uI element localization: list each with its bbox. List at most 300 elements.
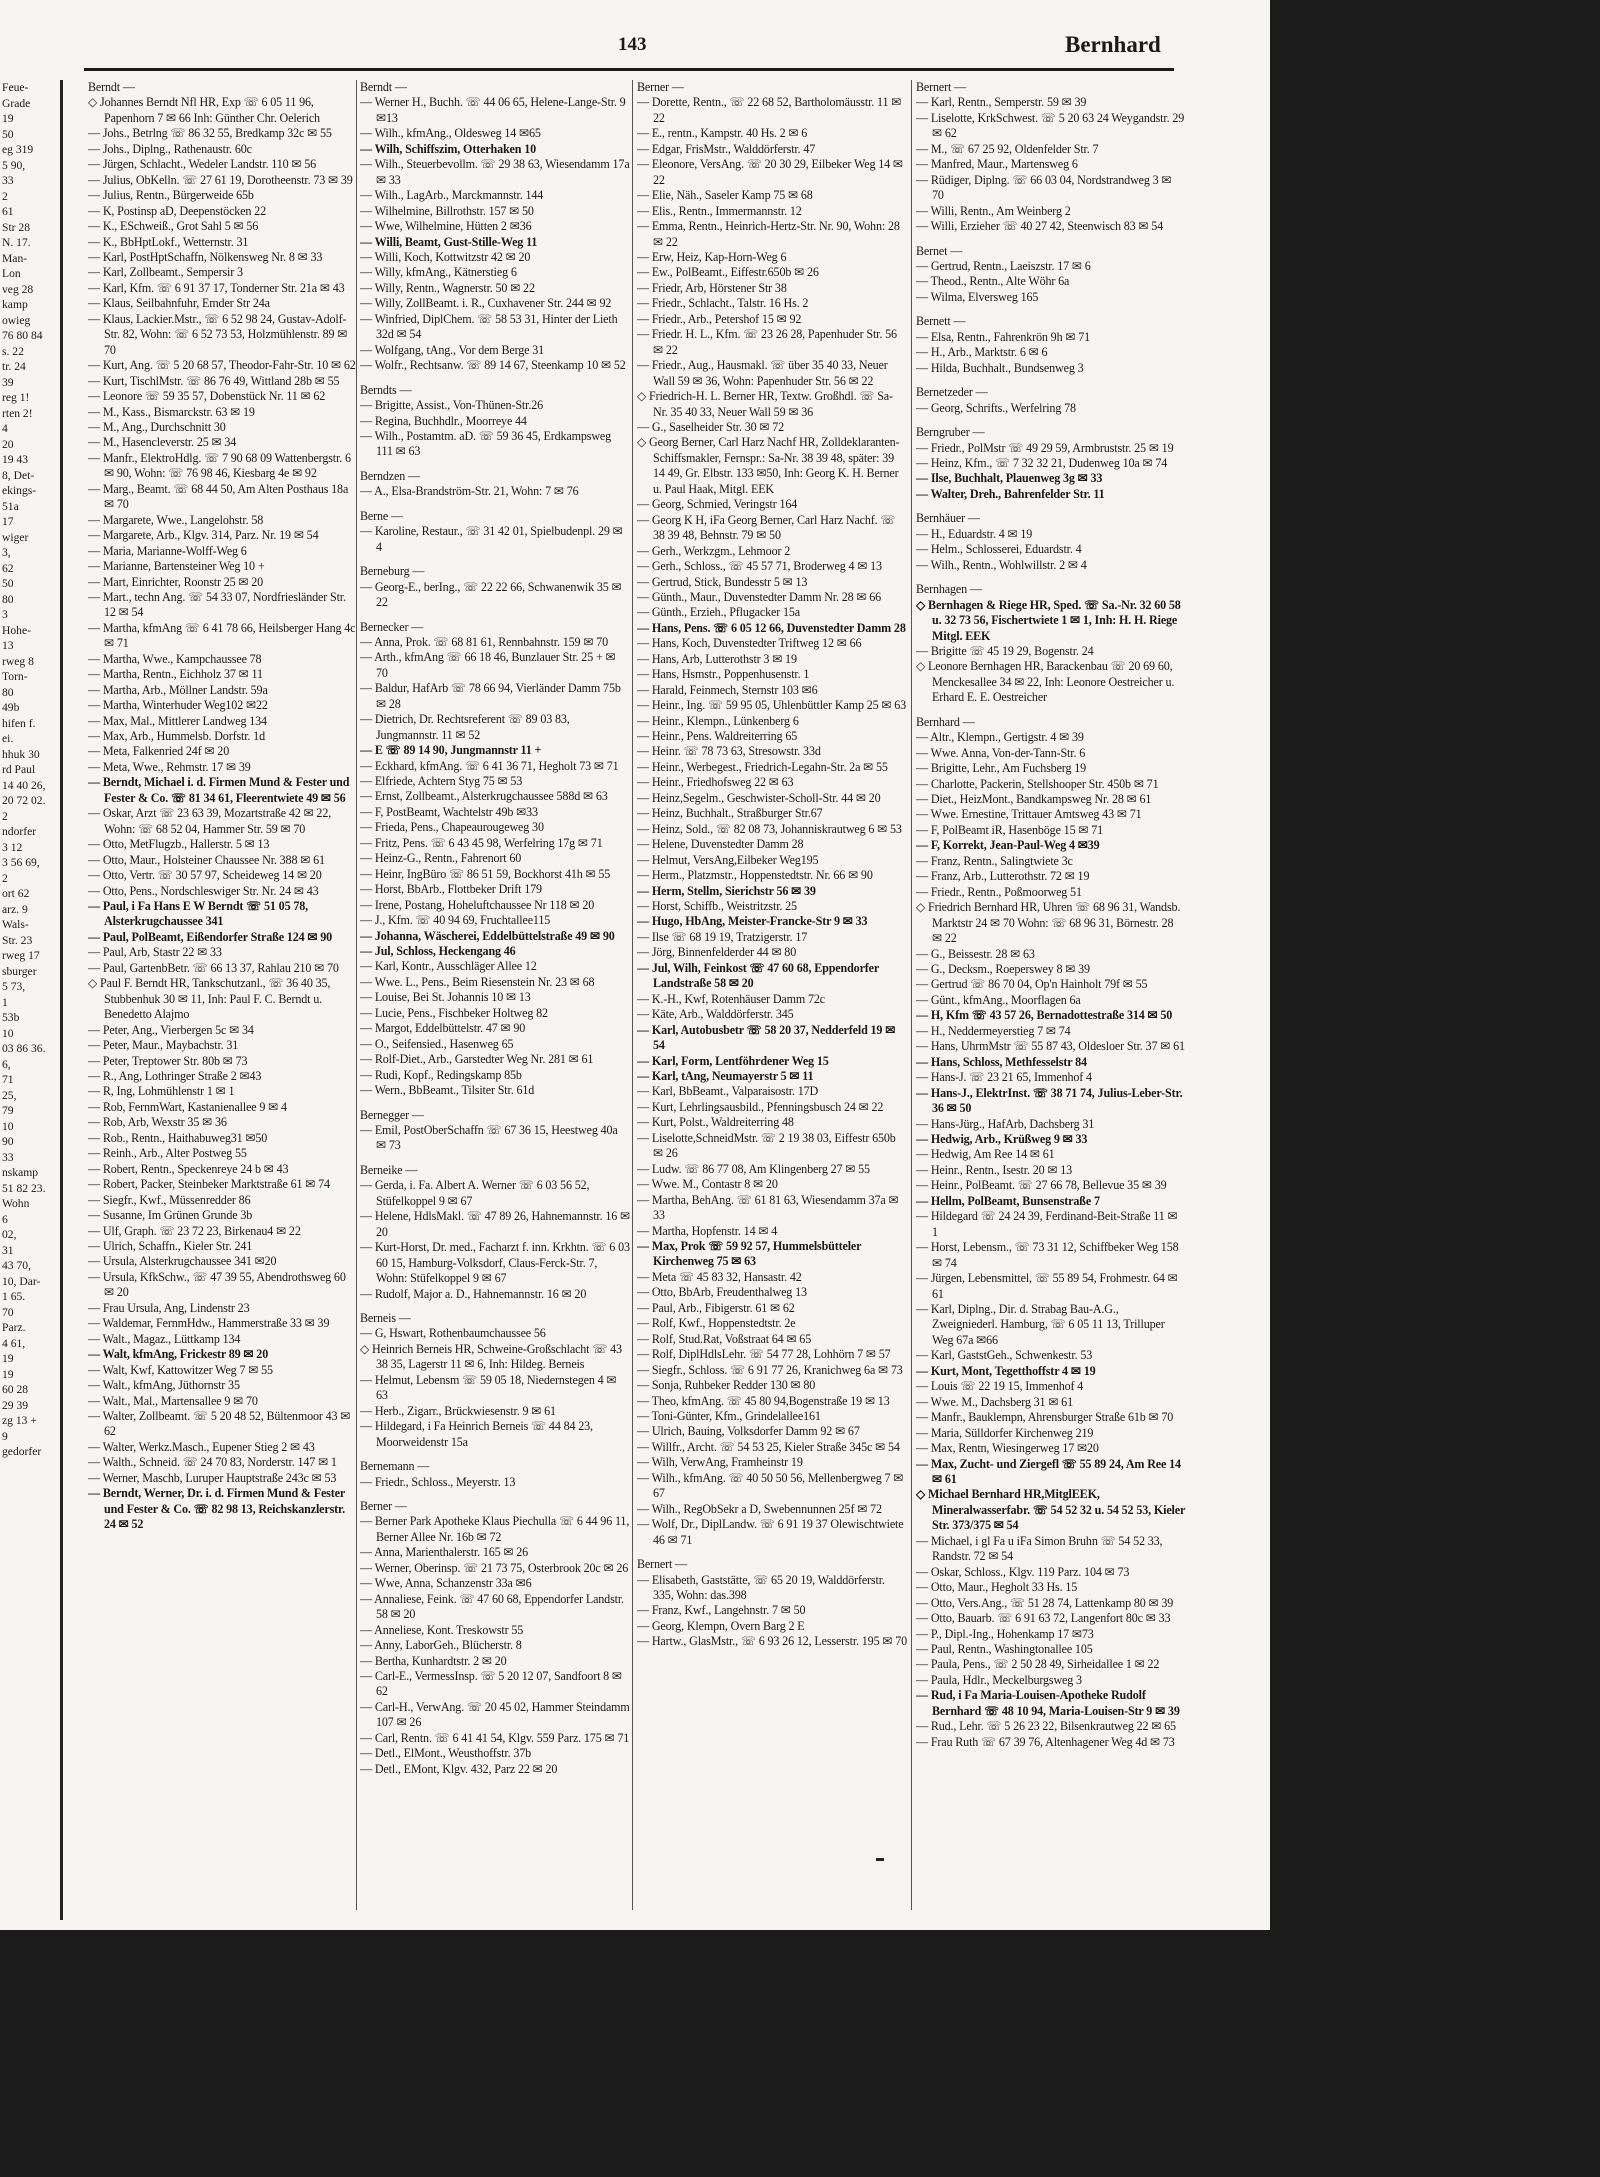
gutter-fragment: 4 61, bbox=[2, 1336, 26, 1350]
directory-entry: — Max, Mal., Mittlerer Landweg 134 bbox=[88, 713, 267, 728]
section-gap bbox=[360, 611, 630, 620]
directory-entry: — K.-H., Kwf, Rotenhäuser Damm 72c bbox=[637, 991, 826, 1006]
directory-entry: — Altr., Klempn., Gertigstr. 4 ✉ 39 bbox=[916, 730, 1084, 745]
directory-entry: — Willi, Beamt, Gust-Stille-Weg 11 bbox=[360, 234, 538, 249]
directory-entry: — Oskar, Schloss., Klgv. 119 Parz. 104 ✉ 73 bbox=[916, 1564, 1130, 1579]
directory-entry: — Martha, Hopfenstr. 14 ✉ 4 bbox=[637, 1223, 778, 1238]
directory-entry: — Jürgen, Schlacht., Wedeler Landstr. 110 ✉ 56 bbox=[88, 157, 317, 172]
directory-entry: — Anny, LaborGeh., Blücherstr. 8 bbox=[360, 1638, 522, 1653]
directory-entry: — Michael, i gl Fa u iFa Simon Bruhn ☏ 54 52 33, Randstr. 72 ✉ 54 bbox=[916, 1533, 1163, 1564]
directory-entry: — Gertrud, Stick, Bundesstr 5 ✉ 13 bbox=[637, 574, 808, 589]
directory-entry: — Franz, Kwf., Langehnstr. 7 ✉ 50 bbox=[637, 1603, 806, 1618]
directory-entry: — Klaus, Lackier.Mstr., ☏ 6 52 98 24, Gustav-Adolf-Str. 82, Wohn: ☏ 6 52 73 53, Holzmühlenstr. 89 ✉ 70 bbox=[88, 311, 348, 357]
directory-entry: — Erw, Heiz, Kap-Horn-Weg 6 bbox=[637, 249, 787, 264]
gutter-fragment: 51 82 23. bbox=[2, 1181, 46, 1195]
directory-entry: — Paul, PolBeamt, Eißendorfer Straße 124 ✉ 90 bbox=[88, 929, 333, 944]
directory-entry: — Wolfr., Rechtsanw. ☏ 89 14 67, Steenkamp 10 ✉ 52 bbox=[360, 358, 626, 373]
directory-entry: — Horst, Lebensm., ☏ 73 31 12, Schiffbeker Weg 158 ✉ 74 bbox=[916, 1240, 1179, 1270]
directory-entry: — Rolf, Stud.Rat, Voßstraat 64 ✉ 65 bbox=[637, 1331, 812, 1346]
directory-entry: — Oskar, Arzt ☏ 23 63 39, Mozartstraße 42 ✉ 22, Wohn: ☏ 68 52 04, Hammer Str. 59 ✉ 70 bbox=[88, 806, 332, 836]
section-gap bbox=[360, 500, 630, 509]
directory-entry: — Rudi, Kopf., Redingskamp 85b bbox=[360, 1067, 522, 1082]
directory-entry: — Anna, Marienthalerstr. 165 ✉ 26 bbox=[360, 1545, 529, 1560]
gutter-fragment: 13 bbox=[2, 639, 14, 652]
directory-entry: — Berndt, Michael i. d. Firmen Mund & Fester und Fester & Co. ☏ 81 34 61, Fleerentwiete 49 ✉ 56 bbox=[88, 775, 350, 805]
gutter-fragment: 4 bbox=[2, 422, 8, 435]
directory-entry: ◇ Paul F. Berndt HR, Tankschutzanl., ☏ 36 40 35, Stubbenhuk 30 ✉ 11, Inh: Paul F. C. Berndt u. Benedetto Alajmo bbox=[88, 976, 331, 1022]
directory-entry: — Meta, Wwe., Rehmstr. 17 ✉ 39 bbox=[88, 759, 251, 774]
directory-entry: — Elsa, Rentn., Fahrenkrön 9h ✉ 71 bbox=[916, 329, 1090, 344]
gutter-fragment: 19 bbox=[2, 112, 14, 125]
gutter-fragment: 90 bbox=[2, 1135, 14, 1148]
directory-entry: — Karl, Kontr., Ausschläger Allee 12 bbox=[360, 959, 537, 974]
gutter-fragment: 3 56 69, bbox=[2, 856, 40, 869]
directory-entry: — Martha, Rentn., Eichholz 37 ✉ 11 bbox=[88, 667, 263, 682]
directory-entry: — Rolf, Kwf., Hoppenstedtstr. 2e bbox=[637, 1316, 796, 1331]
directory-entry: — E., rentn., Kampstr. 40 Hs. 2 ✉ 6 bbox=[637, 126, 808, 141]
directory-entry: — M., Kass., Bismarckstr. 63 ✉ 19 bbox=[88, 404, 255, 419]
directory-entry: — Manfr., ElektroHdlg. ☏ 7 90 68 09 Wattenbergstr. 6 ✉ 90, Wohn: ☏ 76 98 46, Kiesbarg 4e ✉ 92 bbox=[88, 450, 351, 481]
gutter-fragment: 43 70, bbox=[2, 1259, 31, 1272]
surname-heading: Bernhard — bbox=[916, 714, 975, 729]
directory-entry: — K, Postinsp aD, Deepenstöcken 22 bbox=[88, 203, 266, 218]
directory-entry: — Friedr., Aug., Hausmakl. ☏ über 35 40 33, Neuer Wall 59 ✉ 36, Wohn: Papenhuder Str. 56 ✉ 22 bbox=[637, 358, 888, 388]
directory-entry: — Willy, kfmAng., Kätnerstieg 6 bbox=[360, 265, 517, 280]
directory-entry: — Brigitte, Assist., Von-Thünen-Str.26 bbox=[360, 398, 543, 413]
directory-entry: — Julius, ObKelln. ☏ 27 61 19, Dorotheenstr. 73 ✉ 39 bbox=[88, 172, 353, 187]
directory-entry: — Carl-H., VerwAng. ☏ 20 45 02, Hammer Steindamm 107 ✉ 26 bbox=[360, 1699, 630, 1730]
surname-heading: Bernecker — bbox=[360, 619, 424, 634]
directory-entry: — Frau Ursula, Ang, Lindenstr 23 bbox=[88, 1300, 250, 1315]
directory-entry: — Meta, Falkenried 24f ✉ 20 bbox=[88, 744, 230, 759]
surname-heading: Bernemann — bbox=[360, 1459, 430, 1474]
directory-entry: — Horst, BbArb., Flottbeker Drift 179 bbox=[360, 882, 542, 897]
gutter-fragment: hifen f. bbox=[2, 716, 36, 730]
gutter-fragment: 20 72 02. bbox=[2, 794, 46, 807]
gutter-fragment: owieg bbox=[2, 313, 31, 327]
directory-entry: — Käte, Arb., Walddörferstr. 345 bbox=[637, 1007, 794, 1022]
directory-entry: — Elis., Rentn., Immermannstr. 12 bbox=[637, 203, 802, 218]
directory-entry: — Otto, Vers.Ang., ☏ 51 28 74, Lattenkamp 80 ✉ 39 bbox=[916, 1595, 1174, 1610]
directory-entry: — Sonja, Ruhbeker Redder 130 ✉ 80 bbox=[637, 1378, 816, 1393]
directory-entry: — Horst, Schiffb., Weistritzstr. 25 bbox=[637, 899, 797, 914]
gutter-fragment: 6, bbox=[2, 1057, 11, 1071]
page-number: 143 bbox=[618, 34, 647, 55]
directory-entry: — Heinz, Sold., ☏ 82 08 73, Johanniskrautweg 6 ✉ 53 bbox=[637, 821, 902, 836]
directory-entry: — Gertrud, Rentn., Laeiszstr. 17 ✉ 6 bbox=[916, 258, 1091, 273]
directory-entry: — Gerda, i. Fa. Albert A. Werner ☏ 6 03 56 52, Stüfelkoppel 9 ✉ 67 bbox=[360, 1178, 590, 1208]
directory-entry: — Wwe, Anna, Schanzenstr 33a ✉6 bbox=[360, 1576, 532, 1591]
directory-entry: — Baldur, HafArb ☏ 78 66 94, Vierländer Damm 75b ✉ 28 bbox=[360, 681, 621, 711]
directory-entry: — Dietrich, Dr. Rechtsreferent ☏ 89 03 83, Jungmannstr. 11 ✉ 52 bbox=[360, 712, 570, 742]
gutter-fragment: rweg 17 bbox=[2, 949, 40, 962]
directory-entry: ◇ Friedrich-H. L. Berner HR, Textw. Großhdl. ☏ Sa-Nr. 35 40 33, Neuer Wall 59 ✉ 36 bbox=[637, 389, 893, 419]
gutter-fragment: 33 bbox=[2, 1150, 14, 1164]
directory-entry: — Liselotte,SchneidMstr. ☏ 2 19 38 03, Eiffestr 650b ✉ 26 bbox=[637, 1130, 896, 1161]
surname-heading: Bernett — bbox=[916, 314, 966, 329]
directory-entry: — Georg, Klempn, Overn Barg 2 E bbox=[637, 1618, 805, 1633]
directory-entry: — Friedr., Rentn., Poßmoorweg 51 bbox=[916, 884, 1082, 899]
directory-entry: — Karl, tAng, Neumayerstr 5 ✉ 11 bbox=[637, 1069, 814, 1083]
gutter-fragment: 2 bbox=[2, 189, 8, 203]
gutter-fragment: 60 28 bbox=[2, 1383, 29, 1396]
gutter-fragment: 1 bbox=[2, 995, 8, 1009]
directory-entry: — Willy, ZollBeamt. i. R., Cuxhavener Str. 244 ✉ 92 bbox=[360, 296, 612, 311]
directory-entry: — Günth., Erzieh., Pflugacker 15a bbox=[637, 605, 800, 620]
directory-entry: — A., Elsa-Brandström-Str. 21, Wohn: 7 ✉ 76 bbox=[360, 484, 579, 499]
gutter-fragment: 50 bbox=[2, 577, 14, 590]
section-gap bbox=[916, 305, 1186, 314]
surname-heading: Bernhäuer — bbox=[916, 511, 980, 526]
directory-entry: — Otto, Maur., Holsteiner Chaussee Nr. 388 ✉ 61 bbox=[88, 852, 325, 867]
directory-entry: — Johs., Diplng., Rathenaustr. 60c bbox=[88, 141, 252, 156]
directory-entry: — Emma, Rentn., Heinrich-Hertz-Str. Nr. 90, Wohn: 28 ✉ 22 bbox=[637, 219, 900, 249]
directory-entry: — Hellm, PolBeamt, Bunsenstraße 7 bbox=[916, 1193, 1100, 1208]
directory-entry: — Heinz, Kfm., ☏ 7 32 32 21, Dudenweg 10a ✉ 74 bbox=[916, 455, 1168, 470]
directory-entry: — Martha, Winterhuder Weg102 ✉22 bbox=[88, 698, 268, 713]
gutter-fragment: kamp bbox=[2, 298, 28, 311]
directory-entry: — Paula, Pens., ☏ 2 50 28 49, Sirheidallee 1 ✉ 22 bbox=[916, 1657, 1160, 1672]
directory-entry: — Walt., Magaz., Lüttkamp 134 bbox=[88, 1331, 241, 1346]
directory-entry: — Walter, Werkz.Masch., Eupener Stieg 2 ✉ 43 bbox=[88, 1439, 315, 1454]
directory-entry: — Hans, Pens. ☏ 6 05 12 66, Duvenstedter Damm 28 bbox=[637, 620, 906, 635]
directory-entry: — Martha, BehAng. ☏ 61 81 63, Wiesendamm 37a ✉ 33 bbox=[637, 1192, 899, 1223]
directory-entry: — Elie, Näh., Saseler Kamp 75 ✉ 68 bbox=[637, 188, 813, 203]
directory-entry: ◇ Friedrich Bernhard HR, Uhren ☏ 68 96 31, Wandsb. Marktstr 24 ✉ 70 Wohn: ☏ 68 96 31, Börnestr. 28 ✉ 22 bbox=[916, 900, 1181, 946]
directory-entry: — Heinr., PolBeamt. ☏ 27 66 78, Bellevue 35 ✉ 39 bbox=[916, 1178, 1167, 1193]
gutter-fragment: 71 bbox=[2, 1073, 14, 1086]
directory-entry: — Emil, PostOberSchaffn ☏ 67 36 15, Heestweg 40a ✉ 73 bbox=[360, 1123, 618, 1153]
directory-entry: — Rob, FernmWart, Kastanienallee 9 ✉ 4 bbox=[88, 1099, 287, 1114]
directory-entry: — R., Ang, Lothringer Straße 2 ✉43 bbox=[88, 1069, 262, 1083]
directory-entry: — Walter, Dreh., Bahrenfelder Str. 11 bbox=[916, 486, 1105, 501]
directory-entry: — Ursula, KfkSchw., ☏ 47 39 55, Abendrothsweg 60 ✉ 20 bbox=[88, 1269, 346, 1300]
directory-entry: — Ulrich, Bauing, Volksdorfer Damm 92 ✉ 67 bbox=[637, 1424, 860, 1439]
directory-entry: ◇ Heinrich Berneis HR, Schweine-Großschlacht ☏ 43 38 35, Lagerstr 11 ✉ 6, Inh: Hildeg. Berneis bbox=[360, 1341, 622, 1372]
directory-entry: — Heinr., Ing. ☏ 59 95 05, Uhlenbüttler Kamp 25 ✉ 63 bbox=[637, 698, 907, 713]
directory-entry: — Wwe. M., Dachsberg 31 ✉ 61 bbox=[916, 1394, 1073, 1409]
directory-entry: — Mart, Einrichter, Roonstr 25 ✉ 20 bbox=[88, 574, 264, 589]
gutter-fragment: Wals- bbox=[2, 918, 29, 931]
surname-heading: Bernegger — bbox=[360, 1107, 424, 1122]
directory-entry: — Louis ☏ 22 19 15, Immenhof 4 bbox=[916, 1379, 1084, 1394]
gutter-fragment: Man- bbox=[2, 251, 28, 265]
directory-entry: — Wwe. Anna, Von-der-Tann-Str. 6 bbox=[916, 745, 1086, 760]
directory-entry: — E ☏ 89 14 90, Jungmannstr 11 + bbox=[360, 743, 542, 758]
directory-entry: — Hildegard ☏ 24 24 39, Ferdinand-Beit-Straße 11 ✉ 1 bbox=[916, 1209, 1178, 1239]
directory-entry: — Marianne, Bartensteiner Weg 10 + bbox=[88, 559, 265, 574]
directory-column-3 bbox=[637, 80, 907, 1920]
running-head: Bernhard bbox=[1065, 32, 1161, 57]
directory-entry: — Wilh, VerwAng, Framheinstr 19 bbox=[637, 1455, 803, 1470]
directory-entry: — Max, Prok ☏ 59 92 57, Hummelsbütteler Kirchenweg 75 ✉ 63 bbox=[637, 1238, 862, 1269]
directory-entry: — Heinr., Pens. Waldreiterring 65 bbox=[637, 729, 798, 744]
directory-entry: ◇ Leonore Bernhagen HR, Barackenbau ☏ 20 69 60, Menckesallee 34 ✉ 22, Inh: Leonore Oestreicher u. Erhard E. E. Oestreicher bbox=[916, 659, 1175, 705]
directory-entry: — Harald, Feinmech, Sternstr 103 ✉6 bbox=[637, 682, 818, 697]
directory-entry: — Ludw. ☏ 86 77 08, Am Klingenberg 27 ✉ 55 bbox=[637, 1161, 870, 1176]
directory-entry: — Louise, Bei St. Johannis 10 ✉ 13 bbox=[360, 990, 531, 1005]
surname-heading: Berner — bbox=[360, 1498, 407, 1513]
directory-entry: — Helene, Duvenstedter Damm 28 bbox=[637, 837, 804, 852]
directory-entry: — Hilda, Buchhalt., Bundsenweg 3 bbox=[916, 360, 1084, 375]
gutter-fragment: 2 bbox=[2, 871, 8, 885]
directory-entry: — Werner, Maschb, Luruper Hauptstraße 243c ✉ 53 bbox=[88, 1470, 337, 1485]
directory-entry: — Wern., BbBeamt., Tilsiter Str. 61d bbox=[360, 1083, 535, 1098]
directory-entry: — Rolf-Diet., Arb., Garstedter Weg Nr. 281 ✉ 61 bbox=[360, 1052, 594, 1067]
directory-entry: — Max, Arb., Hummelsb. Dorfstr. 1d bbox=[88, 729, 265, 744]
gutter-fragment: 5 73, bbox=[2, 980, 26, 993]
directory-entry: — Wilh., LagArb., Marckmannstr. 144 bbox=[360, 188, 544, 203]
directory-entry: — Detl., ElMont., Weusthoffstr. 37b bbox=[360, 1746, 532, 1761]
directory-entry: — Mart., techn Ang. ☏ 54 33 07, Nordfriesländer Str. 12 ✉ 54 bbox=[88, 589, 346, 620]
gutter-fragment: 20 bbox=[2, 437, 14, 451]
directory-entry: — Margarete, Arb., Klgv. 314, Parz. Nr. 19 ✉ 54 bbox=[88, 528, 319, 543]
directory-entry: — Wilhelmine, Billrothstr. 157 ✉ 50 bbox=[360, 203, 534, 218]
directory-entry: — Rob, Arb, Wexstr 35 ✉ 36 bbox=[88, 1115, 227, 1130]
directory-entry: — Walter, Zollbeamt. ☏ 5 20 48 52, Bültenmoor 43 ✉ 62 bbox=[88, 1408, 351, 1439]
directory-entry: — Max, Rentn, Wiesingerweg 17 ✉20 bbox=[916, 1441, 1099, 1456]
directory-entry: — F, PolBeamt iR, Hasenböge 15 ✉ 71 bbox=[916, 822, 1103, 837]
directory-entry: — Johanna, Wäscherei, Eddelbüttelstraße 49 ✉ 90 bbox=[360, 928, 615, 943]
gutter-fragment: 51a bbox=[2, 499, 19, 513]
directory-entry: — K., BbHptLokf., Wetternstr. 31 bbox=[88, 234, 249, 249]
directory-entry: — Willy, Rentn., Wagnerstr. 50 ✉ 22 bbox=[360, 280, 535, 295]
directory-entry: — Marg., Beamt. ☏ 68 44 50, Am Alten Posthaus 18a ✉ 70 bbox=[88, 481, 349, 512]
directory-entry: — Maria, Sülldorfer Kirchenweg 219 bbox=[916, 1425, 1094, 1440]
directory-entry: — M., ☏ 67 25 92, Oldenfelder Str. 7 bbox=[916, 141, 1099, 156]
directory-entry: — Hans-Jürg., HafArb, Dachsberg 31 bbox=[916, 1116, 1095, 1131]
surname-heading: Berneburg — bbox=[360, 564, 425, 579]
directory-entry: — F, PostBeamt, Wachtelstr 49b ✉33 bbox=[360, 804, 538, 819]
directory-entry: — Liselotte, KrkSchwest. ☏ 5 20 63 24 Weygandstr. 29 ✉ 62 bbox=[916, 110, 1185, 141]
gutter-fragment: ort 62 bbox=[2, 887, 30, 900]
directory-entry: — Peter, Maur., Maybachstr. 31 bbox=[88, 1038, 239, 1053]
directory-entry: — Brigitte, Lehr., Am Fuchsberg 19 bbox=[916, 761, 1087, 776]
section-gap bbox=[916, 376, 1186, 385]
directory-entry: — Hans, UhrmMstr ☏ 55 87 43, Oldesloer Str. 37 ✉ 61 bbox=[916, 1039, 1185, 1054]
gutter-fragment: 14 40 26, bbox=[2, 778, 46, 792]
directory-entry: — Hildegard, i Fa Heinrich Berneis ☏ 44 84 23, Moorweidenstr 15a bbox=[360, 1419, 593, 1449]
directory-entry: — Rob., Rentn., Haithabuweg31 ✉50 bbox=[88, 1130, 268, 1145]
directory-entry: — Brigitte ☏ 45 19 29, Bogenstr. 24 bbox=[916, 643, 1094, 658]
directory-entry: — H, Kfm ☏ 43 57 26, Bernadottestraße 314 ✉ 50 bbox=[916, 1008, 1173, 1023]
directory-entry: — Otto, MetFlugzb., Hallerstr. 5 ✉ 13 bbox=[88, 837, 270, 852]
directory-entry: — Wolf, Dr., DiplLandw. ☏ 6 91 19 37 Olewischtwiete 46 ✉ 71 bbox=[637, 1517, 904, 1547]
directory-entry: — Winfried, DiplChem. ☏ 58 53 31, Hinter der Lieth 32d ✉ 54 bbox=[360, 311, 618, 342]
gutter-fragment: 10 bbox=[2, 1026, 14, 1040]
directory-entry: — M., Ang., Durchschnitt 30 bbox=[88, 419, 226, 434]
directory-entry: — Werner, Oberinsp. ☏ 21 73 75, Osterbrook 20c ✉ 26 bbox=[360, 1560, 629, 1575]
directory-entry: — Diet., HeizMont., Bandkampsweg Nr. 28 ✉ 61 bbox=[916, 792, 1152, 807]
directory-entry: — Hans, Hsmstr., Poppenhusenstr. 1 bbox=[637, 667, 810, 682]
gutter-fragment: N. 17. bbox=[2, 236, 31, 249]
directory-entry: — Peter, Treptower Str. 80b ✉ 73 bbox=[88, 1053, 248, 1068]
directory-entry: — Paul, Rentn., Washingtonallee 105 bbox=[916, 1641, 1093, 1656]
gutter-fragment: veg 28 bbox=[2, 282, 34, 296]
directory-entry: — Walt, kfmAng, Frickestr 89 ✉ 20 bbox=[88, 1347, 269, 1362]
section-gap bbox=[916, 573, 1186, 582]
section-gap bbox=[360, 1154, 630, 1163]
directory-entry: — Peter, Ang., Vierbergen 5c ✉ 34 bbox=[88, 1022, 254, 1037]
directory-entry: — Günt., kfmAng., Moorflagen 6a bbox=[916, 992, 1081, 1007]
directory-entry: — Charlotte, Packerin, Stellshooper Str. 450b ✉ 71 bbox=[916, 776, 1159, 791]
directory-entry: — Werner H., Buchh. ☏ 44 06 65, Helene-Lange-Str. 9 ✉13 bbox=[360, 95, 626, 125]
directory-entry: — P., Dipl.-Ing., Hohenkamp 17 ✉73 bbox=[916, 1626, 1094, 1641]
directory-entry: — Gertrud ☏ 86 70 04, Op'n Hainholt 79f ✉ 55 bbox=[916, 977, 1148, 992]
directory-entry: — Anna, Prok. ☏ 68 81 61, Rennbahnstr. 159 ✉ 70 bbox=[360, 634, 608, 649]
section-gap bbox=[637, 1548, 907, 1557]
directory-entry: — Helm., Schlosserei, Eduardstr. 4 bbox=[916, 542, 1082, 557]
directory-entry: — Wwe. M., Contastr 8 ✉ 20 bbox=[637, 1177, 778, 1192]
directory-entry: — Hedwig, Arb., Krüßweg 9 ✉ 33 bbox=[916, 1132, 1088, 1146]
directory-entry: — H., Neddermeyerstieg 7 ✉ 74 bbox=[916, 1023, 1071, 1038]
gutter-fragment: Parz. bbox=[2, 1321, 26, 1334]
section-gap bbox=[360, 555, 630, 564]
gutter-fragment: 19 bbox=[2, 1352, 14, 1365]
directory-entry: — M., Hasencleverstr. 25 ✉ 34 bbox=[88, 435, 237, 450]
directory-entry: — Martha, kfmAng ☏ 6 41 78 66, Heilsberger Hang 4c ✉ 71 bbox=[88, 620, 356, 651]
gutter-fragment: 6 bbox=[2, 1212, 8, 1226]
directory-entry: — Kurt, Polst., Waldreiterring 48 bbox=[637, 1115, 794, 1130]
directory-entry: — Elfriede, Achtern Styg 75 ✉ 53 bbox=[360, 774, 523, 789]
directory-entry: — Annaliese, Feink. ☏ 47 60 68, Eppendorfer Landstr. 58 ✉ 20 bbox=[360, 1591, 624, 1622]
directory-entry: — Wilh., Rentn., Wohlwillstr. 2 ✉ 4 bbox=[916, 557, 1087, 572]
directory-entry: — Hans, Arb, Lutterothstr 3 ✉ 19 bbox=[637, 651, 797, 666]
directory-entry: — Otto, Maur., Hegholt 33 Hs. 15 bbox=[916, 1580, 1078, 1595]
directory-entry: — Friedr., Arb., Petershof 15 ✉ 92 bbox=[637, 311, 802, 326]
directory-entry: ◇ Georg Berner, Carl Harz Nachf HR, Zolldeklaranten-Schiffsmakler, Fernspr.: Sa-Nr. 38 39 48, später: 39 14 49, Gr. Elbstr. 133 ✉50, Inh: Georg K. H. Berner u. Paul Haak, Mitgl. EEK bbox=[637, 435, 900, 496]
gutter-fragment: 10, Dar- bbox=[2, 1274, 41, 1288]
directory-entry: — Paul, Arb., Fibigerstr. 61 ✉ 62 bbox=[637, 1300, 795, 1315]
directory-entry: ◇ Johannes Berndt Nfl HR, Exp ☏ 6 05 11 96, Papenhorn 7 ✉ 66 Inh: Günther Chr. Oelerich bbox=[88, 95, 320, 125]
section-gap bbox=[916, 706, 1186, 715]
section-gap bbox=[916, 235, 1186, 244]
directory-entry: — Georg, Schrifts., Werfelring 78 bbox=[916, 400, 1076, 415]
directory-entry: — O., Seifensied., Hasenweg 65 bbox=[360, 1036, 514, 1051]
directory-entry: — Carl, Rentn. ☏ 6 41 41 54, Klgv. 559 Parz. 175 ✉ 71 bbox=[360, 1730, 630, 1745]
gutter-fragment: s. 22 bbox=[2, 344, 24, 358]
column-divider bbox=[911, 80, 912, 1910]
gutter-fragment: zg 13 + bbox=[2, 1414, 37, 1427]
directory-entry: — Heinr. ☏ 78 73 63, Stresowstr. 33d bbox=[637, 744, 821, 759]
directory-entry: — Georg K H, iFa Georg Berner, Carl Harz Nachf. ☏ 38 39 48, Behnstr. 79 ✉ 50 bbox=[637, 512, 896, 543]
directory-entry: — Franz, Rentn., Salingtwiete 3c bbox=[916, 853, 1073, 868]
gutter-fragment: 3 bbox=[2, 608, 8, 621]
directory-entry: — Berndt, Werner, Dr. i. d. Firmen Mund & Fester und Fester & Co. ☏ 82 98 13, Reichskanzlerstr. 24 ✉ 52 bbox=[88, 1486, 346, 1532]
directory-entry: — Hartw., GlasMstr., ☏ 6 93 26 12, Lesserstr. 195 ✉ 70 bbox=[637, 1634, 907, 1649]
gutter-fragment: hhuk 30 bbox=[2, 747, 40, 761]
surname-heading: Berndzen — bbox=[360, 468, 420, 483]
directory-entry: — Hans-J., ElektrInst. ☏ 38 71 74, Julius-Leber-Str. 36 ✉ 50 bbox=[916, 1085, 1183, 1116]
directory-entry: — Bertha, Kunhardtstr. 2 ✉ 20 bbox=[360, 1653, 507, 1668]
section-gap bbox=[360, 1450, 630, 1459]
section-gap bbox=[360, 374, 630, 383]
directory-entry: — Heinz-G., Rentn., Fahrenort 60 bbox=[360, 851, 522, 866]
directory-entry: — Kurt, Lehrlingsausbild., Pfenningsbusch 24 ✉ 22 bbox=[637, 1099, 884, 1114]
directory-entry: — Ursula, Alsterkrugchaussee 341 ✉20 bbox=[88, 1254, 277, 1269]
directory-entry: — H., Eduardstr. 4 ✉ 19 bbox=[916, 526, 1033, 541]
directory-entry: — Regina, Buchhdlr., Moorreye 44 bbox=[360, 413, 527, 428]
gutter-fragment: rweg 8 bbox=[2, 654, 34, 668]
gutter-fragment: 9 bbox=[2, 1429, 8, 1443]
directory-entry: — Frau Ruth ☏ 67 39 76, Altenhagener Weg 4d ✉ 73 bbox=[916, 1734, 1175, 1749]
gutter-fragment: 53b bbox=[2, 1011, 20, 1024]
directory-entry: — Herm., Platzmstr., Hoppenstedtstr. Nr. 66 ✉ 90 bbox=[637, 868, 873, 883]
directory-entry: — Martha, Arb., Möllner Landstr. 59a bbox=[88, 682, 268, 697]
gutter-fragment: 80 bbox=[2, 685, 14, 699]
directory-entry: — Wilh, Schiffszim, Otterhaken 10 bbox=[360, 141, 537, 156]
gutter-fragment: 3 12 bbox=[2, 840, 23, 854]
gutter-fragment: 49b bbox=[2, 701, 20, 714]
directory-entry: — Walt., Mal., Martensallee 9 ✉ 70 bbox=[88, 1393, 258, 1408]
directory-entry: — Paul, GartenbBetr. ☏ 66 13 37, Rahlau 210 ✉ 70 bbox=[88, 960, 339, 975]
section-gap bbox=[916, 416, 1186, 425]
directory-entry: — Max, Zucht- und Ziergefl ☏ 55 89 24, Am Ree 14 ✉ 61 bbox=[916, 1456, 1181, 1486]
gutter-fragment: Str. 23 bbox=[2, 933, 33, 947]
directory-column-2 bbox=[360, 80, 630, 1920]
directory-entry: — Wwe, Wilhelmine, Hütten 2 ✉36 bbox=[360, 219, 532, 234]
directory-entry: — Wilma, Elversweg 165 bbox=[916, 289, 1039, 304]
gutter-fragment: ei. bbox=[2, 732, 14, 745]
gutter-fragment: gedorfer bbox=[2, 1445, 42, 1458]
directory-entry: — Siegfr., Kwf., Müssenredder 86 bbox=[88, 1192, 251, 1207]
gutter-fragment: 79 bbox=[2, 1104, 14, 1117]
directory-entry: — Friedr, Arb, Hörstener Str 38 bbox=[637, 280, 787, 295]
gutter-fragment: nskamp bbox=[2, 1166, 39, 1179]
directory-entry: — Jörg, Binnenfelderder 44 ✉ 80 bbox=[637, 945, 797, 960]
directory-entry: — Friedr., Schloss., Meyerstr. 13 bbox=[360, 1474, 516, 1489]
directory-entry: — Georg-E., berIng., ☏ 22 22 66, Schwanenwik 35 ✉ 22 bbox=[360, 579, 622, 610]
gutter-fragment: Hohe- bbox=[2, 623, 31, 637]
column-divider bbox=[632, 80, 633, 1910]
directory-entry: — Margarete, Wwe., Langelohstr. 58 bbox=[88, 512, 264, 527]
gutter-fragment: 39 bbox=[2, 375, 14, 389]
directory-entry: — Rud., Lehr. ☏ 5 26 23 22, Bilsenkrautweg 22 ✉ 65 bbox=[916, 1719, 1176, 1734]
directory-entry: — Karoline, Restaur., ☏ 31 42 01, Spielbudenpl. 29 ✉ 4 bbox=[360, 524, 623, 554]
directory-entry: — Willfr., Archt. ☏ 54 53 25, Kieler Straße 345c ✉ 54 bbox=[637, 1439, 900, 1454]
directory-entry: — Jul, Schloss, Heckengang 46 bbox=[360, 944, 516, 959]
gutter-fragment: arz. 9 bbox=[2, 902, 28, 916]
section-gap bbox=[360, 1302, 630, 1311]
directory-entry: — Toni-Günter, Kfm., Grindelallee161 bbox=[637, 1408, 821, 1423]
directory-entry: — Paula, Hdlr., Meckelburgsweg 3 bbox=[916, 1672, 1082, 1687]
directory-entry: — Heinr, IngBüro ☏ 86 51 59, Bockhorst 41h ✉ 55 bbox=[360, 866, 611, 881]
directory-entry: — Kurt, Mont, Tegetthoffstr 4 ✉ 19 bbox=[916, 1363, 1096, 1378]
directory-entry: — Paul, i Fa Hans E W Berndt ☏ 51 05 78, Alsterkrugchaussee 341 bbox=[88, 899, 309, 929]
directory-entry: — Maria, Marianne-Wolff-Weg 6 bbox=[88, 543, 247, 558]
directory-entry: — Wolfgang, tAng., Vor dem Berge 31 bbox=[360, 342, 545, 357]
directory-entry: — Franz, Arb., Lutterothstr. 72 ✉ 19 bbox=[916, 869, 1090, 884]
directory-entry: — Dorette, Rentn., ☏ 22 68 52, Bartholomäusstr. 11 ✉ 22 bbox=[637, 95, 902, 125]
directory-entry: — Theod., Rentn., Alte Wöhr 6a bbox=[916, 274, 1070, 289]
directory-entry: — Wwe. L., Pens., Beim Riesenstein Nr. 23 ✉ 68 bbox=[360, 974, 595, 989]
directory-entry: — Eckhard, kfmAng. ☏ 6 41 36 71, Hegholt 73 ✉ 71 bbox=[360, 758, 619, 773]
directory-entry: — Meta ☏ 45 83 32, Hansastr. 42 bbox=[637, 1269, 802, 1284]
gutter-fragment: reg 1! bbox=[2, 391, 30, 404]
directory-entry: — R, Ing, Lohmühlenstr 1 ✉ 1 bbox=[88, 1084, 235, 1099]
directory-entry: — Eleonore, VersAng. ☏ 20 30 29, Eilbeker Weg 14 ✉ 22 bbox=[637, 157, 903, 187]
directory-entry: — Margot, Eddelbüttelstr. 47 ✉ 90 bbox=[360, 1021, 526, 1036]
gutter-fragment: 19 43 bbox=[2, 453, 29, 466]
directory-entry: — Heinz, Buchhalt., Straßburger Str.67 bbox=[637, 806, 823, 821]
gutter-fragment: wiger bbox=[2, 530, 29, 544]
directory-entry: — Hans, Koch, Duvenstedter Triftweg 12 ✉ 66 bbox=[637, 636, 862, 651]
gutter-fragment: 25, bbox=[2, 1088, 17, 1102]
directory-entry: — Wilh., kfmAng. ☏ 40 50 50 56, Mellenbergweg 7 ✉ 67 bbox=[637, 1470, 904, 1501]
directory-entry: — Kurt, Ang. ☏ 5 20 68 57, Theodor-Fahr-Str. 10 ✉ 62 bbox=[88, 358, 356, 373]
directory-entry: — Jürgen, Lebensmittel, ☏ 55 89 54, Frohmestr. 64 ✉ 61 bbox=[916, 1271, 1178, 1301]
directory-entry: — Wilh., RegObSekr a D, Swebennunnen 25f ✉ 72 bbox=[637, 1501, 882, 1516]
